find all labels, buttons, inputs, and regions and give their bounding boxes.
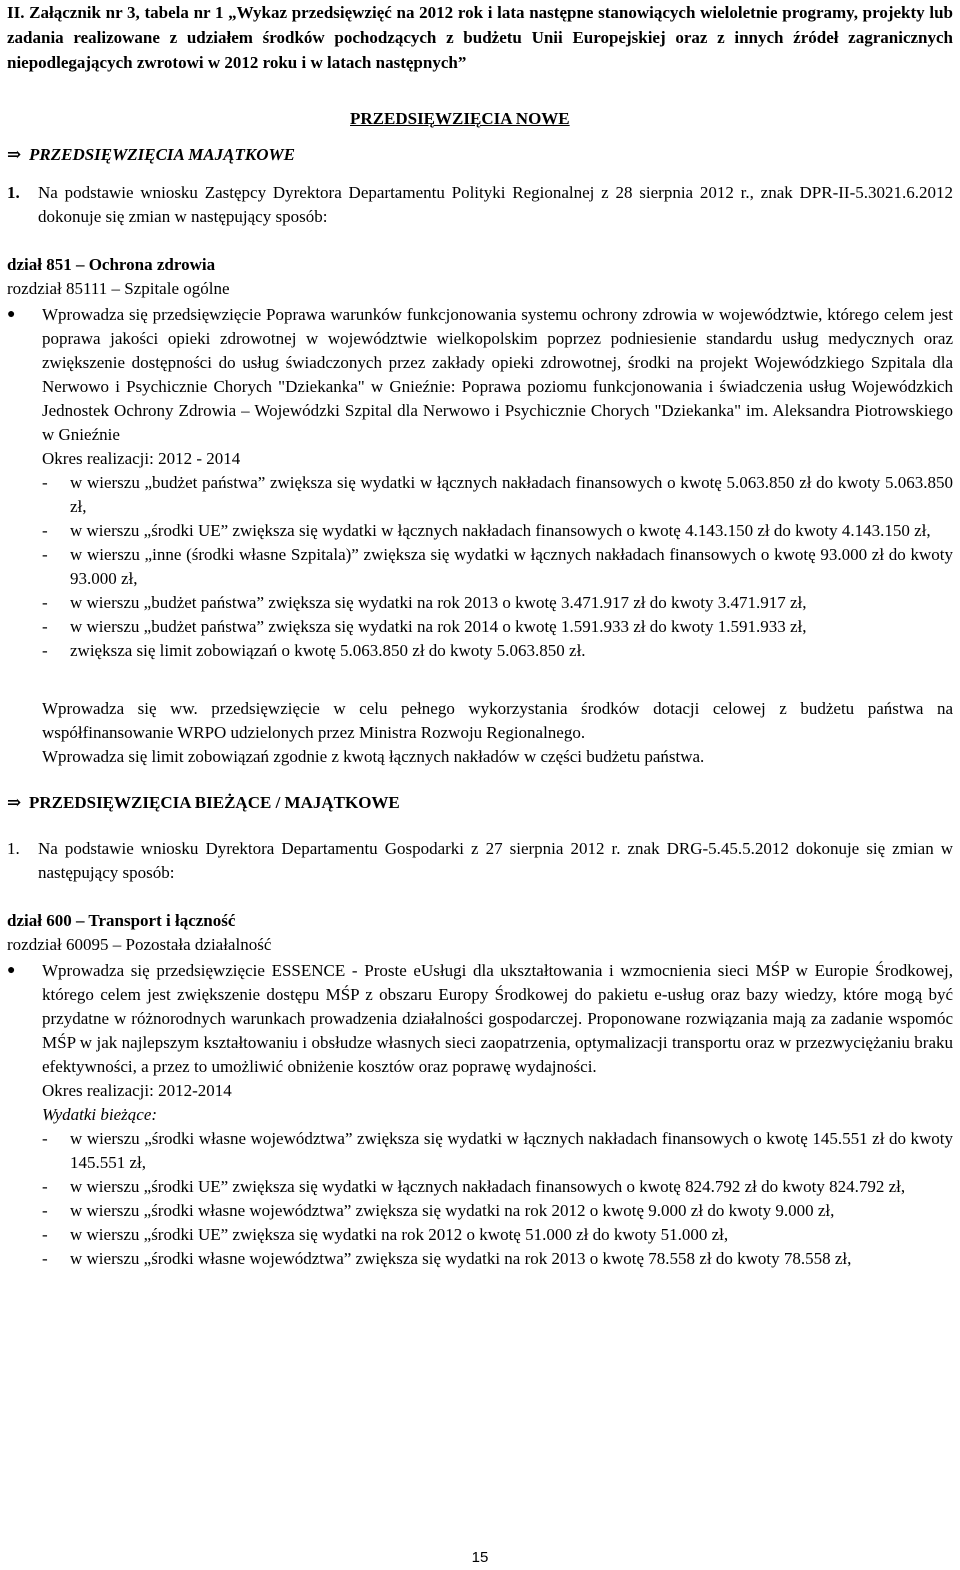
page-number: 15 [471, 1549, 489, 1566]
change-item: - w wierszu „budżet państwa” zwiększa się wydatki w łącznych nakładach finansowych o kwotę 5.063.850 zł do kwoty 5.063.850 zł, [42, 473, 953, 516]
section1-rozdzial: rozdział 85111 – Szpitale ogólne [7, 279, 230, 298]
section2-changes [42, 1127, 953, 1271]
section1-bullet [7, 303, 953, 447]
change-item: - w wierszu „środki UE” zwiększa się wydatki w łącznych nakładach finansowych o kwotę 4.143.150 zł do kwoty 4.143.150 zł, [42, 521, 931, 540]
change-item: - w wierszu „budżet państwa” zwiększa się wydatki na rok 2014 o kwotę 1.591.933 zł do kwoty 1.591.933 zł, [42, 617, 807, 636]
section2-rozdzial: rozdział 60095 – Pozostała działalność [7, 935, 272, 954]
section2-bullet-text: Wprowadza się przedsięwzięcie ESSENCE - Proste eUsługi dla ukształtowania i wzmocnienia sieci MŚP w Europie Środkowej, którego celem jest zwiększenie dostępu MŚP z obszaru Europy Środkowej do pakietu e-usług oraz bazy wiedzy, które mogą być przydatne w różnorodnych warunkach prowadzenia działalności gospodarczej. Proponowane rozwiązania mają za zadanie wspomóc MŚP w jak najlepszym kształtowaniu i obsłudze własnych sieci zaopatrzenia, optymalizacji transportu oraz w przezwyciężaniu braku efektywności, a przez to umożliwić obniżenie kosztów oraz poprawę wydajności. [42, 961, 953, 1076]
section2-intro [7, 837, 953, 885]
section2-wydatki: Wydatki bieżące: [42, 1105, 158, 1124]
bullet-icon: ● [7, 963, 16, 978]
section1-number: 1. [7, 183, 20, 202]
heading-majatkowe-text: PRZEDSIĘWZIĘCIA MAJĄTKOWE [29, 145, 295, 164]
section1-closing-1: Wprowadza się ww. przedsięwzięcie w celu pełnego wykorzystania środków dotacji celowej z budżetu państwa na współfinansowanie WRPO udzielonych przez Ministra Rozwoju Regionalnego. [42, 699, 953, 742]
arrow-right-icon: ⇒ [7, 145, 22, 164]
section1-changes [42, 471, 953, 663]
section1-intro [7, 181, 953, 229]
section1-closing-2: Wprowadza się limit zobowiązań zgodnie z kwotą łącznych nakładów w części budżetu państwa. [42, 747, 705, 766]
heading-przedsiewziecia-majatkowe [7, 143, 953, 167]
heading-przedsiewziecia-biezace [7, 791, 953, 815]
section2-body [7, 909, 953, 1271]
change-item: - w wierszu „środki własne województwa” zwiększa się wydatki na rok 2013 o kwotę 78.558 zł do kwoty 78.558 zł, [42, 1249, 852, 1268]
change-item: - w wierszu „środki UE” zwiększa się wydatki w łącznych nakładach finansowych o kwotę 824.792 zł do kwoty 824.792 zł, [42, 1177, 906, 1196]
section2-text: Na podstawie wniosku Dyrektora Departamentu Gospodarki z 27 sierpnia 2012 r. znak DRG-5.45.5.2012 dokonuje się zmian w następujący sposób: [38, 839, 953, 882]
section2-number: 1. [7, 839, 20, 858]
change-item: - w wierszu „środki UE” zwiększa się wydatki na rok 2012 o kwotę 51.000 zł do kwoty 51.000 zł, [42, 1225, 729, 1244]
change-item: - w wierszu „środki własne województwa” zwiększa się wydatki w łącznych nakładach finansowych o kwotę 145.551 zł do kwoty 145.551 zł, [42, 1129, 953, 1172]
section1-dzial: dział 851 – Ochrona zdrowia [7, 255, 216, 274]
section2-okres: Okres realizacji: 2012-2014 [42, 1081, 232, 1100]
change-item: - w wierszu „inne (środki własne Szpitala)” zwiększa się wydatki w łącznych nakładach finansowych o kwotę 93.000 zł do kwoty 93.000 zł, [42, 545, 953, 588]
section1-text: Na podstawie wniosku Zastępcy Dyrektora Departamentu Polityki Regionalnej z 28 sierpnia 2012 r., znak DPR-II-5.3021.6.2012 dokonuje się zmian w następujący sposób: [38, 183, 953, 226]
arrow-right-icon: ⇒ [7, 793, 22, 812]
heading-biezace-text: PRZEDSIĘWZIĘCIA BIEŻĄCE / MAJĄTKOWE [29, 793, 400, 812]
document-title: II. Załącznik nr 3, tabela nr 1 „Wykaz przedsięwzięć na 2012 rok i lata następne stanowiących wieloletnie programy, projekty lub zadania realizowane z udziałem środków pochodzących z budżetu Unii Europejskiej oraz z innych źródeł zagranicznych niepodlegających zwrotowi w 2012 roku i w latach następnych” [7, 3, 953, 72]
change-item: - zwiększa się limit zobowiązań o kwotę 5.063.850 zł do kwoty 5.063.850 zł. [42, 641, 586, 660]
change-item: - w wierszu „budżet państwa” zwiększa się wydatki na rok 2013 o kwotę 3.471.917 zł do kwoty 3.471.917 zł, [42, 593, 807, 612]
bullet-icon: ● [7, 307, 16, 322]
change-item: - w wierszu „środki własne województwa” zwiększa się wydatki na rok 2012 o kwotę 9.000 zł do kwoty 9.000 zł, [42, 1201, 835, 1220]
section2-bullet [7, 959, 953, 1079]
heading-przedsiewziecia-nowe: PRZEDSIĘWZIĘCIA NOWE [350, 109, 570, 128]
section2-dzial: dział 600 – Transport i łączność [7, 911, 236, 930]
section1-okres: Okres realizacji: 2012 - 2014 [42, 449, 241, 468]
section1-body [7, 253, 953, 769]
section1-bullet-text: Wprowadza się przedsięwzięcie Poprawa warunków funkcjonowania systemu ochrony zdrowia w województwie, którego celem jest poprawa jakości opieki zdrowotnej w województwie wielkopolskim poprzez podniesienie standardu usług medycznych oraz zwiększenie dostępności do usług świadczonych przez zakłady opieki zdrowotnej, środki na projekt Wojewódzkiego Szpitala dla Nerwowo i Psychicznie Chorych "Dziekanka" w Gnieźnie: Poprawa poziomu funkcjonowania i świadczenia usług Wojewódzkich Jednostek Ochrony Zdrowia – Wojewódzki Szpital dla Nerwowo i Psychicznie Chorych "Dziekanka" im. Aleksandra Piotrowskiego w Gnieźnie [42, 305, 953, 444]
